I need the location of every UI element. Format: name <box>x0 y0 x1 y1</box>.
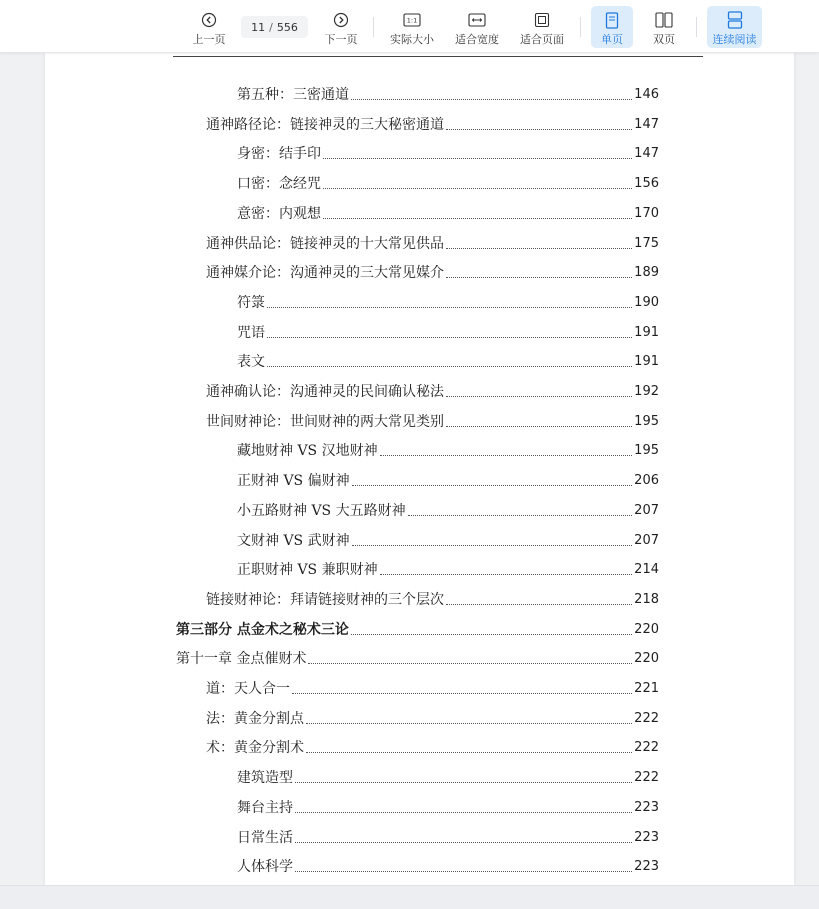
toc-dot-leader <box>446 396 632 397</box>
toc-entry-page-number: 170 <box>634 205 659 221</box>
toolbar-divider <box>696 17 697 37</box>
toc-entry-title: 表文 <box>237 354 265 371</box>
toc-entry-page-number: 223 <box>634 829 659 845</box>
toc-entry-title: 意密：内观想 <box>237 205 321 222</box>
toc-entry[interactable] <box>237 142 659 162</box>
toc-entry[interactable] <box>237 172 659 192</box>
continuous-reading-button[interactable] <box>707 6 762 48</box>
fit-page-icon <box>534 10 550 30</box>
next-page-button[interactable] <box>320 6 362 48</box>
toc-entry-title: 第十一章 金点催财术 <box>176 651 307 668</box>
toc-entry[interactable] <box>237 499 659 519</box>
toc-dot-leader <box>295 842 632 843</box>
toc-entry-title: 文财神 VS 武财神 <box>237 532 350 549</box>
toc-entry-title: 世间财神论：世间财神的两大常见类别 <box>206 413 444 430</box>
continuous-reading-icon <box>727 10 743 30</box>
viewer-bottom-gutter <box>0 885 819 909</box>
toc-dot-leader <box>323 218 632 219</box>
toc-entry-page-number: 207 <box>634 502 659 518</box>
toc-dot-leader <box>352 545 633 546</box>
toc-entry-page-number: 156 <box>634 176 659 192</box>
toc-entry-title: 通神供品论：链接神灵的十大常见供品 <box>206 235 444 252</box>
toc-dot-leader <box>408 515 633 516</box>
fit-width-icon <box>468 10 486 30</box>
toc-entry-title: 通神路径论：链接神灵的三大秘密通道 <box>206 116 444 133</box>
double-page-label: 双页 <box>653 33 675 46</box>
toc-entry-page-number: 214 <box>634 562 659 578</box>
toc-entry-page-number: 195 <box>634 413 659 429</box>
toc-entry-title: 通神媒介论：沟通神灵的三大常见媒介 <box>206 265 444 282</box>
next-page-label: 下一页 <box>324 33 358 46</box>
toc-entry[interactable] <box>176 618 659 638</box>
toc-dot-leader <box>267 307 632 308</box>
toc-entry[interactable] <box>206 261 659 281</box>
page-separator: / <box>269 20 273 34</box>
current-page[interactable]: 11 <box>251 20 266 34</box>
toc-entry[interactable] <box>237 350 659 370</box>
toc-entry-title: 日常生活 <box>237 829 293 846</box>
toc-entry[interactable] <box>237 439 659 459</box>
toc-dot-leader <box>352 485 633 486</box>
toc-dot-leader <box>295 871 632 872</box>
toc-entry-title: 小五路财神 VS 大五路财神 <box>237 502 406 519</box>
toc-entry[interactable] <box>237 826 659 846</box>
actual-size-button[interactable] <box>385 6 439 48</box>
toc-entry-page-number: 190 <box>634 294 659 310</box>
toc-entry-page-number: 220 <box>634 621 659 637</box>
toc-entry-title: 道：天人合一 <box>206 681 290 697</box>
toc-entry-page-number: 175 <box>634 235 659 251</box>
toc-entry[interactable] <box>206 677 659 697</box>
total-pages: 556 <box>276 20 298 34</box>
toolbar-divider <box>373 17 374 37</box>
toc-entry-title: 第三部分 点金术之秘术三论 <box>176 621 349 638</box>
prev-page-label: 上一页 <box>192 33 226 46</box>
toc-entry[interactable] <box>237 529 659 549</box>
toc-entry-page-number: 192 <box>634 384 659 399</box>
toc-entry-page-number: 222 <box>634 770 659 786</box>
toc-entry-title: 正职财神 VS 兼职财神 <box>237 562 378 579</box>
single-page-label: 单页 <box>601 33 623 46</box>
toc-entry-page-number: 206 <box>634 473 659 489</box>
toc-dot-leader <box>323 188 632 189</box>
toc-dot-leader <box>308 663 632 664</box>
toc-dot-leader <box>380 455 633 456</box>
toc-entry-page-number: 195 <box>634 443 659 459</box>
header-rule <box>173 56 703 57</box>
toc-entry-title: 第五种：三密通道 <box>237 87 349 103</box>
continuous-reading-label: 连续阅读 <box>712 33 757 46</box>
toc-entry-title: 口密：念经咒 <box>237 176 321 193</box>
toc-entry[interactable] <box>237 558 659 578</box>
toc-entry-page-number: 207 <box>634 532 659 548</box>
toc-entry-title: 舞台主持 <box>237 799 293 816</box>
toc-entry[interactable] <box>176 647 659 667</box>
toc-entry[interactable] <box>237 202 659 222</box>
chevron-left-circle-icon <box>201 10 217 30</box>
toc-entry-page-number: 223 <box>634 859 659 875</box>
toc-entry-title: 通神确认论：沟通神灵的民间确认秘法 <box>206 384 444 400</box>
actual-size-label: 实际大小 <box>390 33 434 46</box>
toc-entry[interactable] <box>206 113 659 133</box>
toc-entry-title: 法：黄金分割点 <box>206 710 304 727</box>
toc-entry[interactable] <box>206 736 659 756</box>
toolbar-divider <box>580 17 581 37</box>
toc-entry-title: 人体科学 <box>237 859 293 876</box>
toc-entry-page-number: 218 <box>634 591 659 607</box>
toc-dot-leader <box>446 604 632 605</box>
toc-entry[interactable] <box>206 588 659 608</box>
toc-entry[interactable] <box>237 469 659 489</box>
single-page-icon <box>605 10 619 30</box>
double-page-icon <box>655 10 673 30</box>
toc-entry[interactable] <box>206 232 659 252</box>
toc-entry[interactable] <box>206 380 659 400</box>
toc-entry[interactable] <box>237 83 659 103</box>
toc-entry-page-number: 191 <box>634 324 659 340</box>
toc-dot-leader <box>446 426 632 427</box>
toc-dot-leader <box>295 782 632 783</box>
toc-dot-leader <box>267 366 632 367</box>
toc-dot-leader <box>292 693 632 694</box>
toc-dot-leader <box>267 337 632 338</box>
toc-dot-leader <box>380 574 633 575</box>
toc-entry-title: 藏地财神 VS 汉地财神 <box>237 443 378 460</box>
toc-entry[interactable] <box>206 410 659 430</box>
fit-width-button[interactable] <box>450 6 504 48</box>
toc-entry-title: 正财神 VS 偏财神 <box>237 473 350 490</box>
toc-entry[interactable] <box>237 855 659 875</box>
fit-page-label: 适合页面 <box>520 33 564 46</box>
toc-entry-page-number: 147 <box>634 146 659 162</box>
toc-dot-leader <box>446 129 632 130</box>
document-page <box>45 52 794 885</box>
toc-dot-leader <box>306 752 632 753</box>
toc-entry-page-number: 223 <box>634 799 659 815</box>
svg-text:1:1: 1:1 <box>406 16 418 25</box>
toc-dot-leader <box>446 248 632 249</box>
toc-dot-leader <box>351 634 632 635</box>
toc-entry[interactable] <box>206 707 659 727</box>
toc-entry-page-number: 146 <box>634 87 659 102</box>
toc-entry-page-number: 221 <box>634 681 659 696</box>
toc-dot-leader <box>323 158 632 159</box>
toc-entry-page-number: 222 <box>634 740 659 756</box>
toc-entry-title: 术：黄金分割术 <box>206 740 304 757</box>
toc-entry-title: 符箓 <box>237 294 265 311</box>
toc-entry[interactable] <box>237 321 659 341</box>
toc-entry[interactable] <box>237 291 659 311</box>
toc-entry[interactable] <box>237 766 659 786</box>
toc-entry-page-number: 191 <box>634 354 659 370</box>
toc-entry[interactable] <box>237 796 659 816</box>
toc-dot-leader <box>351 99 632 100</box>
toc-dot-leader <box>446 277 632 278</box>
toc-dot-leader <box>306 723 632 724</box>
page-indicator[interactable] <box>241 16 308 38</box>
toc-dot-leader <box>295 812 632 813</box>
double-page-button[interactable] <box>643 6 685 48</box>
toc-entry-page-number: 220 <box>634 651 659 667</box>
fit-width-label: 适合宽度 <box>455 33 499 46</box>
toc-entry-title: 身密：结手印 <box>237 146 321 163</box>
toc-entry-title: 链接财神论：拜请链接财神的三个层次 <box>206 591 444 608</box>
actual-size-icon <box>403 10 421 30</box>
toc-entry-title: 咒语 <box>237 324 265 341</box>
toc-entry-page-number: 222 <box>634 710 659 726</box>
fit-page-button[interactable] <box>515 6 569 48</box>
single-page-button[interactable] <box>591 6 633 48</box>
toolbar <box>0 0 819 53</box>
toc-entry-page-number: 147 <box>634 116 659 132</box>
prev-page-button[interactable] <box>188 6 230 48</box>
toc-entry-title: 建筑造型 <box>237 770 293 787</box>
chevron-right-circle-icon <box>333 10 349 30</box>
toc-entry-page-number: 189 <box>634 265 659 281</box>
